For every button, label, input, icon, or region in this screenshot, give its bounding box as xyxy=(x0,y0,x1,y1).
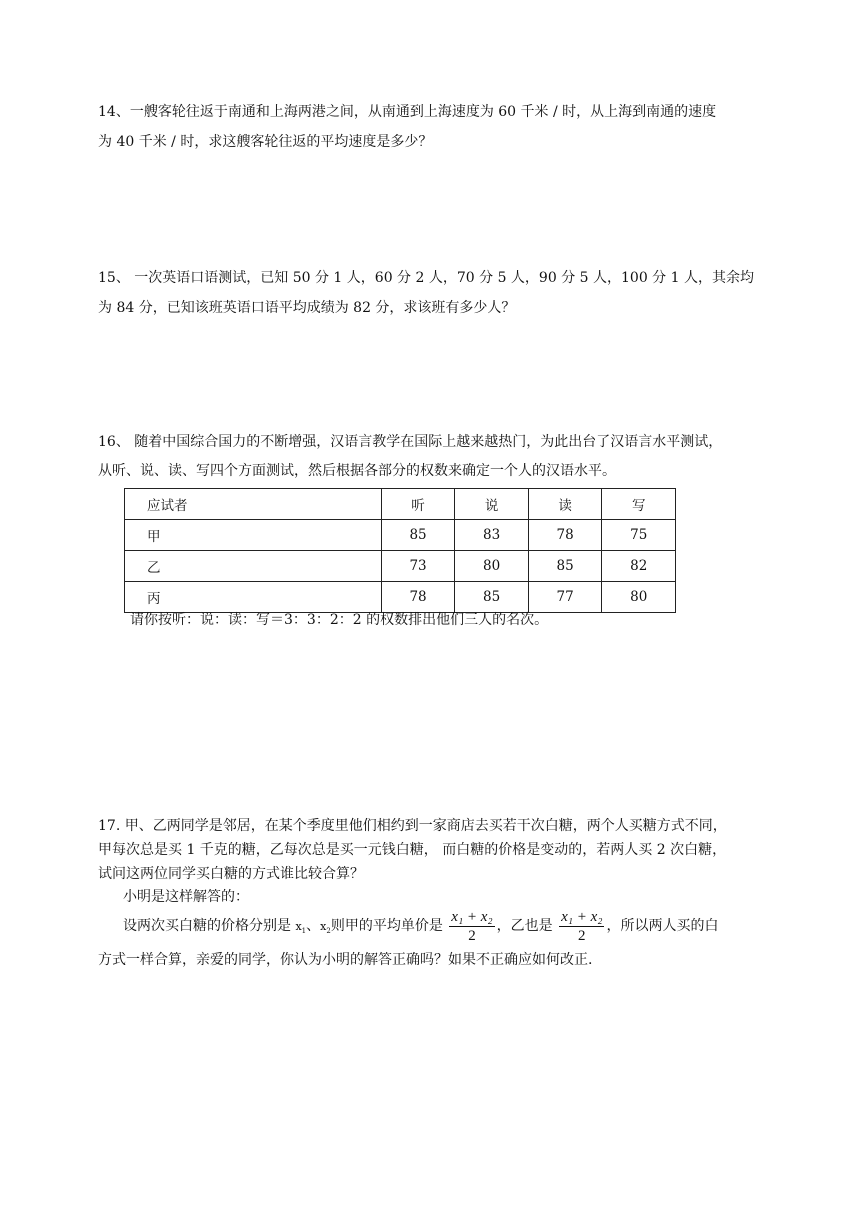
q15-line-2: 为 84 分，已知该班英语口语平均成绩为 82 分，求该班有多少人？ xyxy=(98,300,516,316)
table-header-cell: 说 xyxy=(455,489,529,520)
table-header-cell: 写 xyxy=(602,489,676,520)
table-cell: 73 xyxy=(381,551,455,582)
q14-line-1: 14、一艘客轮往返于南通和上海两港之间，从南通到上海速度为 60 千米 / 时，从上海到南通的速度 xyxy=(98,104,717,120)
table-cell: 82 xyxy=(602,551,676,582)
q14-line-2: 为 40 千米 / 时，求这艘客轮往返的平均速度是多少？ xyxy=(98,134,433,150)
table-cell: 85 xyxy=(381,520,455,551)
table-cell: 80 xyxy=(455,551,529,582)
table-cell: 83 xyxy=(455,520,529,551)
fraction-denominator: 2 xyxy=(578,927,586,944)
q15-line-1: 15、 一次英语口语测试，已知 50 分 1 人，60 分 2 人，70 分 5 人，90 分 5 人，100 分 1 人，其余均 xyxy=(98,270,754,286)
table-cell: 85 xyxy=(455,582,529,613)
q17-line-5-part-d: ，所以两人买的白 xyxy=(606,918,719,934)
x2-symbol: $x_2$ xyxy=(320,920,331,936)
q16-line-1: 16、 随着中国综合国力的不断增强，汉语言教学在国际上越来越热门，为此出台了汉语言水平测试， xyxy=(98,434,723,450)
table-cell: 78 xyxy=(381,582,455,613)
table-row xyxy=(125,582,676,613)
table-cell: 77 xyxy=(528,582,602,613)
q16-instruction: 请你按听：说：读：写＝3：3：2：2 的权数排出他们三人的名次。 xyxy=(130,612,549,628)
table-cell: 85 xyxy=(528,551,602,582)
table-header-cell: 听 xyxy=(381,489,455,520)
fraction-numerator: x₁ + x₂ xyxy=(451,908,493,925)
table-header-cell: 应试者 xyxy=(125,489,382,520)
q17-line-4: 小明是这样解答的： xyxy=(123,889,249,905)
table-cell: 丙 xyxy=(125,582,382,613)
table-cell: 78 xyxy=(528,520,602,551)
table-cell: 80 xyxy=(602,582,676,613)
q17-line-5-sep: 、 xyxy=(306,918,321,934)
table-cell: 75 xyxy=(602,520,676,551)
average-fraction-2 xyxy=(559,908,604,945)
q17-line-6: 方式一样合算，亲爱的同学，你认为小明的解答正确吗？如果不正确应如何改正. xyxy=(98,952,593,968)
q17-line-3: 试问这两位同学买白糖的方式谁比较合算？ xyxy=(98,866,364,882)
fraction-numerator: x₁ + x₂ xyxy=(561,908,603,925)
fraction-denominator: 2 xyxy=(468,927,476,944)
q17-line-2: 甲每次总是买 1 千克的糖，乙每次总是买一元钱白糖， 而白糖的价格是变动的，若两人买 2 次白糖， xyxy=(98,842,727,858)
score-table xyxy=(124,488,676,613)
table-row xyxy=(125,551,676,582)
table-header-row xyxy=(125,489,676,520)
q17-line-5-part-c: ，乙也是 xyxy=(496,918,553,934)
table-header-cell: 读 xyxy=(528,489,602,520)
x1-symbol: $x_1$ xyxy=(295,920,307,936)
q17-line-5-part-a: 设两次买白糖的价格分别是 xyxy=(123,918,296,934)
table-cell: 乙 xyxy=(125,551,382,582)
table-row xyxy=(125,520,676,551)
q17-line-5-part-b: 则甲的平均单价是 xyxy=(330,918,443,934)
q17-line-5 xyxy=(123,906,718,951)
q17-line-1: 17. 甲、乙两同学是邻居，在某个季度里他们相约到一家商店去买若干次白糖，两个人买糖方式不同， xyxy=(98,818,727,834)
q16-line-2: 从听、说、读、写四个方面测试，然后根据各部分的权数来确定一个人的汉语水平。 xyxy=(98,463,616,479)
table-cell: 甲 xyxy=(125,520,382,551)
average-fraction-1 xyxy=(449,908,494,945)
